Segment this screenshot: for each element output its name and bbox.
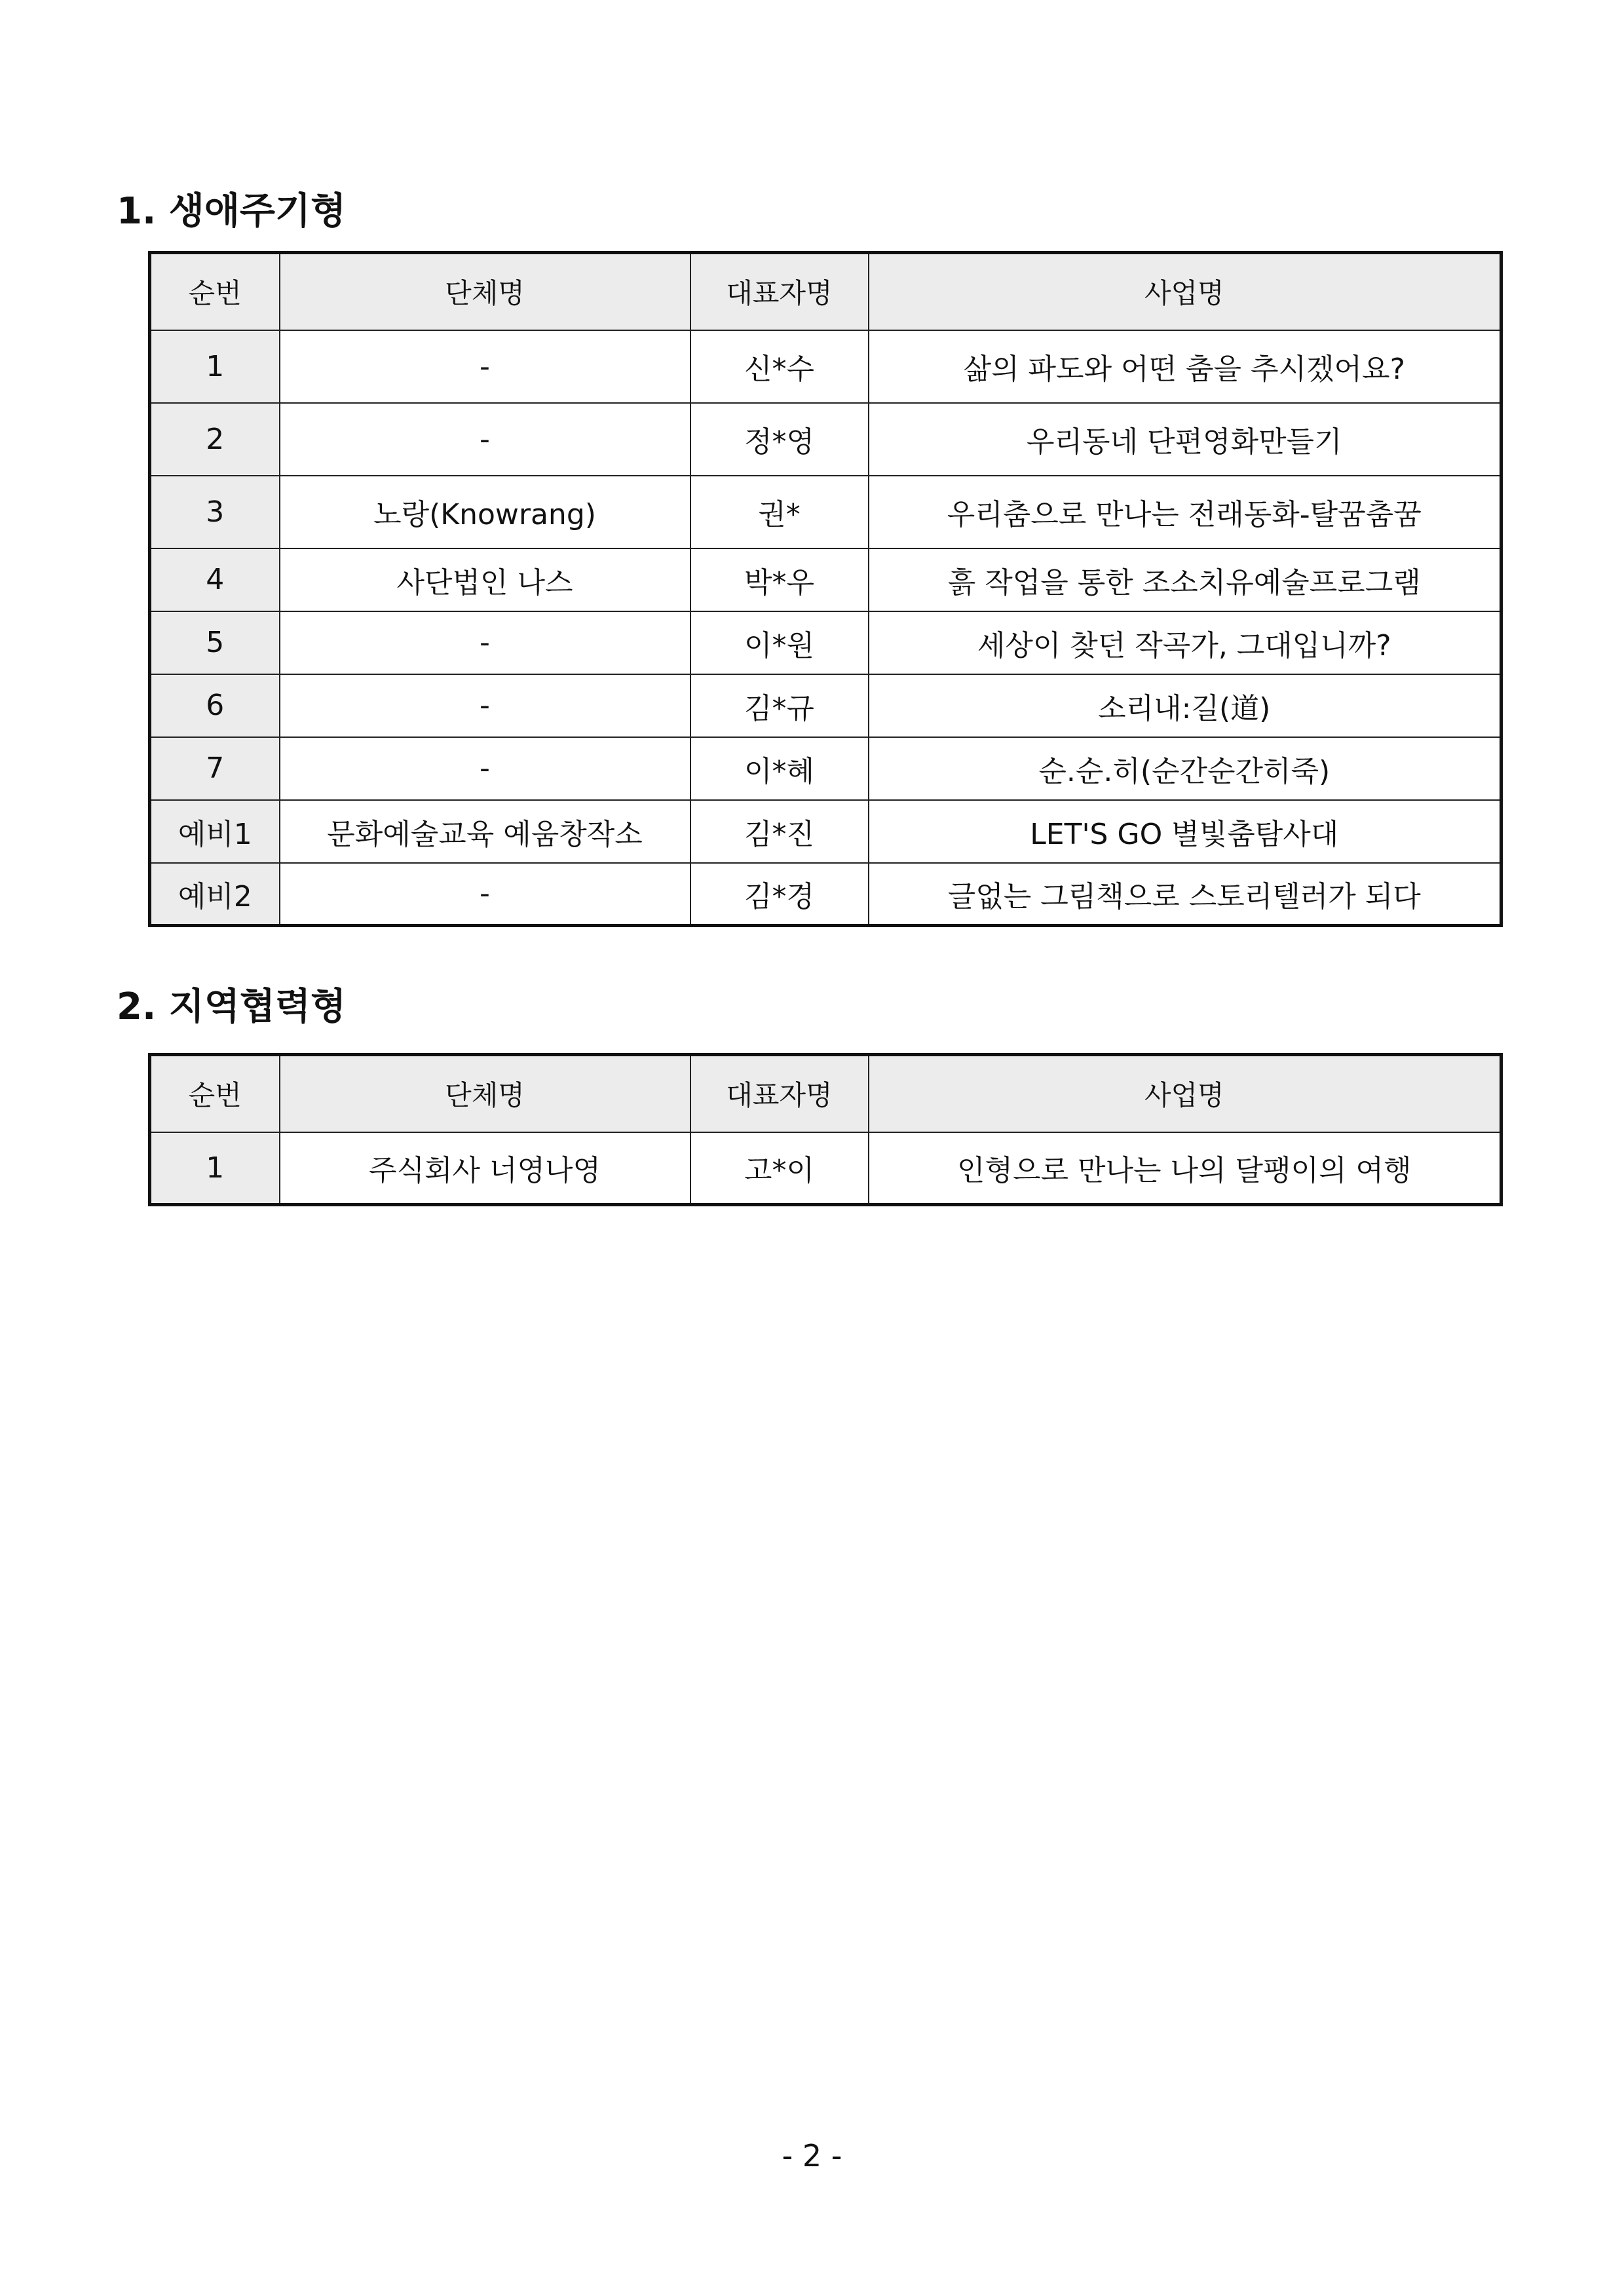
row-rep: 권* [690,476,869,548]
row-rep: 이*원 [690,611,869,674]
row-rep: 정*영 [690,403,869,476]
row-org: - [280,674,690,737]
row-project: 소리내:길(道) [869,674,1501,737]
header-rep: 대표자명 [690,253,869,330]
header-project: 사업명 [869,253,1501,330]
row-project: 글없는 그림책으로 스토리텔러가 되다 [869,863,1501,926]
table-row [150,476,1501,548]
regional-table [148,1053,1503,1206]
table-row [150,611,1501,674]
row-org: - [280,330,690,403]
row-project: 삶의 파도와 어떤 춤을 추시겠어요? [869,330,1501,403]
row-no: 7 [150,737,280,800]
row-rep: 신*수 [690,330,869,403]
page-number: - 2 - [782,2138,842,2173]
table-row [150,1132,1501,1205]
row-no: 3 [150,476,280,548]
header-no: 순번 [150,1055,280,1132]
row-org: 노랑(Knowrang) [280,476,690,548]
row-org: - [280,863,690,926]
row-rep: 고*이 [690,1132,869,1205]
table-row [150,403,1501,476]
table-header-row [150,253,1501,330]
section-title-regional: 2. 지역협력형 [117,985,347,1028]
row-rep: 이*혜 [690,737,869,800]
row-no: 1 [150,330,280,403]
row-project: 세상이 찾던 작곡가, 그대입니까? [869,611,1501,674]
header-rep: 대표자명 [690,1055,869,1132]
row-rep: 박*우 [690,548,869,611]
row-project: 인형으로 만나는 나의 달팽이의 여행 [869,1132,1501,1205]
row-rep: 김*진 [690,800,869,863]
header-org: 단체명 [280,253,690,330]
table-row [150,674,1501,737]
lifecycle-table [148,251,1503,927]
section-title-lifecycle: 1. 생애주기형 [117,190,347,233]
row-org: 문화예술교육 예움창작소 [280,800,690,863]
row-no: 2 [150,403,280,476]
row-org: - [280,403,690,476]
table-row [150,330,1501,403]
table-row [150,800,1501,863]
table-row [150,548,1501,611]
row-no: 1 [150,1132,280,1205]
row-no: 5 [150,611,280,674]
row-project: 흙 작업을 통한 조소치유예술프로그램 [869,548,1501,611]
row-org: 주식회사 너영나영 [280,1132,690,1205]
table-row [150,737,1501,800]
row-org: - [280,737,690,800]
row-no: 예비2 [150,863,280,926]
row-project: 우리춤으로 만나는 전래동화-탈꿈춤꿈 [869,476,1501,548]
row-no: 예비1 [150,800,280,863]
header-project: 사업명 [869,1055,1501,1132]
row-rep: 김*규 [690,674,869,737]
row-project: 우리동네 단편영화만들기 [869,403,1501,476]
row-no: 4 [150,548,280,611]
table-row [150,863,1501,926]
header-org: 단체명 [280,1055,690,1132]
table-header-row [150,1055,1501,1132]
row-project: LET'S GO 별빛춤탐사대 [869,800,1501,863]
row-org: 사단법인 나스 [280,548,690,611]
row-org: - [280,611,690,674]
header-no: 순번 [150,253,280,330]
row-no: 6 [150,674,280,737]
row-project: 순.순.히(순간순간히죽) [869,737,1501,800]
row-rep: 김*경 [690,863,869,926]
